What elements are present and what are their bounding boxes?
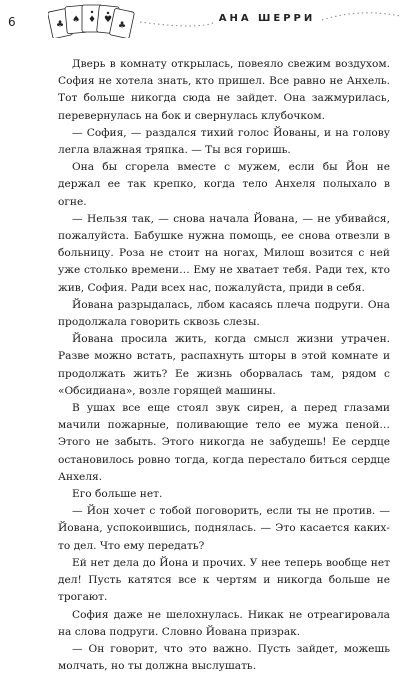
page-body — [58, 56, 390, 675]
paragraph: — Йон хочет с тобой поговорить, если ты не против. — Йована, успокоившись, поднялась. — Это касается каких-то дел. Что ему передать? — [58, 505, 390, 552]
paragraph: — София, — раздался тихий голос Йованы, и на голову легла влажная тряпка. — Ты вся горишь. — [58, 126, 390, 157]
paragraph: Дверь в комнату открылась, повеяло свежим воздухом. София не хотела знать, кто пришел. Все равно не Анхель. Тот больше никогда сюда не зайдет. Она зажмурилась, перевернулась на бок и свернулась клубочком. — [58, 58, 390, 122]
svg-text:♦: ♦ — [88, 15, 97, 25]
page-number: 6 — [8, 15, 16, 29]
paragraph: В ушах все еще стоял звук сирен, а перед глазами мачили пожарные, поливающие тело ее мужа пеной… Этого не забыть. Этого никогда не забудешь! Ее сердце остановилось ровно тогда, когда перестало биться сердце Анхеля. — [58, 402, 390, 483]
author-name: АНА ШЕРРИ — [218, 13, 316, 24]
paragraph: — Нельзя так, — снова начала Йована, — не убивайся, пожалуйста. Бабушке нужна помощь, ее снова отвезли в больницу. Роза не стоит на ногах, Милош возится с ней уже столько времени… Ему не хватает тебя. Ради тех, кто жив, София. Ради всех нас, пожалуйста, приди в себя. — [58, 212, 390, 294]
paragraph: Ей нет дела до Йона и прочих. У нее теперь вообще нет дел! Пусть катятся все к чертям и никогда больше не трогают. — [58, 556, 390, 604]
paragraph: Его больше нет. — [72, 488, 163, 501]
playing-cards-icon — [48, 2, 136, 38]
svg-text:♣: ♣ — [118, 21, 127, 31]
paragraph: София даже не шелохнулась. Никак не отреагировала на слова подруги. Словно Йована призрак. — [58, 608, 390, 638]
paragraph: Она бы сгорела вместе с мужем, если бы Йон не держал ее так крепко, когда тело Анхеля полыхало в огне. — [58, 161, 390, 208]
svg-text:♣: ♣ — [56, 20, 65, 30]
paragraph: Йована просила жить, когда смысл жизни утрачен. Разве можно встать, распахнуть шторы в этой комнате и продолжать жить? Ее жизнь оборвалась там, рядом с «Обсидиана», возле горящей машины. — [58, 333, 390, 397]
page-header — [0, 0, 407, 42]
paragraph: — Он говорит, что это важно. Пусть зайдет, можешь молчать, но ты должна выслушать. — [58, 642, 390, 673]
svg-text:♥: ♥ — [104, 15, 113, 25]
paragraph: Йована разрыдалась, лбом касаясь плеча подруги. Она продолжала говорить сквозь слезы. — [58, 298, 390, 329]
svg-text:♠: ♠ — [72, 15, 81, 25]
